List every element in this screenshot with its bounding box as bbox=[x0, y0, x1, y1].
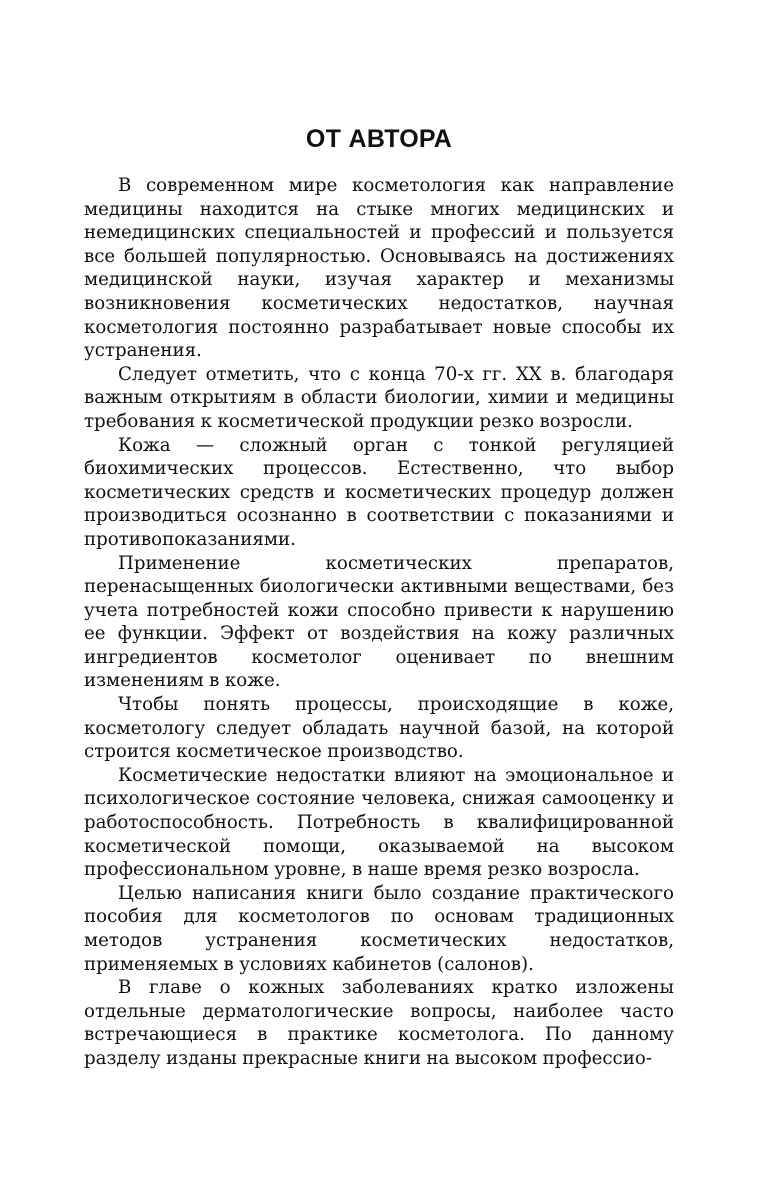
paragraph: Чтобы понять процессы, происходящие в коже, косметологу следует обладать научной базой, на которой строится косметическое производство. bbox=[84, 694, 674, 763]
page-title: ОТ АВТОРА bbox=[305, 125, 453, 153]
page-body bbox=[84, 122, 674, 1071]
paragraph: Косметические недостатки влияют на эмоциональное и психологическое состояние человека, снижая самооценку и работоспособность. Потребность в квалифицированной косметической помощи, оказываемой на высоком профессиональном уровне, в наше время резко возросла. bbox=[84, 764, 674, 881]
paragraph: В главе о кожных заболеваниях кратко изложены отдельные дерматологические вопросы, наиболее часто встречающиеся в практике косметолога. По данному разделу изданы прекрасные книги на высоком профессио- bbox=[84, 977, 674, 1069]
paragraph: Следует отметить, что с конца 70-х гг. XX в. благодаря важным открытиям в области биологии, химии и медицины требования к косметической продукции резко возросли. bbox=[84, 363, 674, 432]
paragraph: Кожа — сложный орган с тонкой регуляцией биохимических процессов. Естественно, что выбор косметических средств и косметических процедур должен производиться осознанно в соответствии с показаниями и противопоказаниями. bbox=[84, 434, 674, 550]
paragraph: Целью написания книги было создание практического пособия для косметологов по основам традиционных методов устранения косметических недостатков, применяемых в условиях кабинетов (салонов). bbox=[84, 882, 674, 975]
paragraph: Применение косметических препаратов, перенасыщенных биологически активными веществами, без учета потребностей кожи способно привести к нарушению ее функции. Эффект от воздействия на кожу различных ингредиентов косметолог оценивает по внешним изменениям в коже. bbox=[84, 552, 674, 692]
paragraph: В современном мире косметология как направление медицины находится на стыке многих медицинских и немедицинских специальностей и профессий и пользуется все большей популярностью. Основываясь на достижениях медицинской науки, изучая характер и механизмы возникновения косметических недостатков, научная косметология постоянно разрабатывает новые способы их устранения. bbox=[84, 175, 674, 362]
